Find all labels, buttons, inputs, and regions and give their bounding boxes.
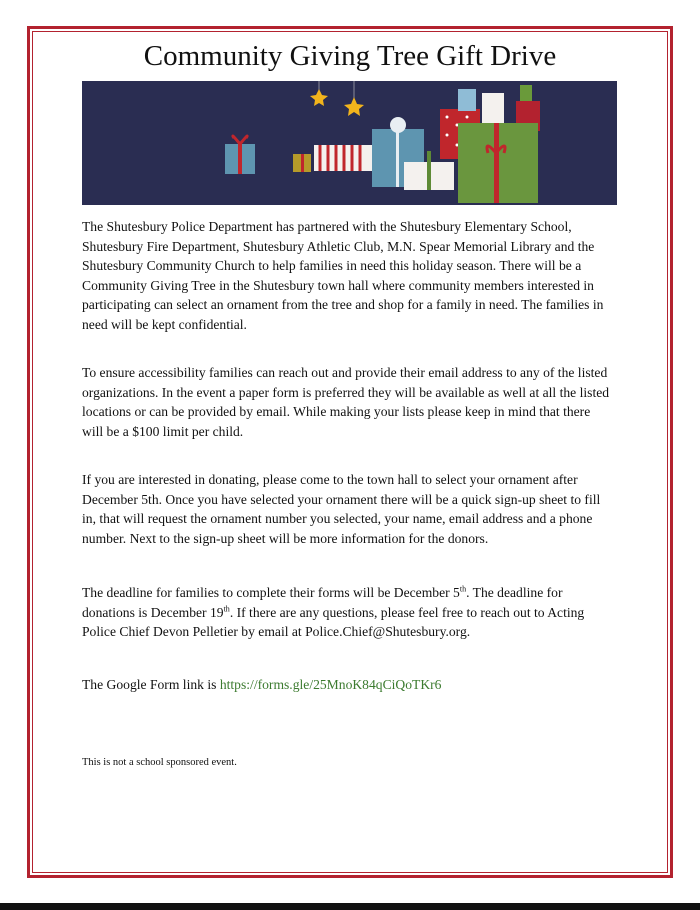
gift-banner-image: [82, 81, 617, 205]
text-line: Police Chief Devon Pelletier by email at Police.Chief@Shutesbury.org.: [82, 624, 471, 640]
google-form-link[interactable]: https://forms.gle/25MnoK84qCiQoTKr6: [219, 677, 442, 692]
text-segment: donations is December 19: [82, 604, 224, 620]
text-line: [82, 603, 584, 623]
text-segment: . If there are any questions, please feel free to reach out to Acting: [229, 604, 585, 620]
text-line: locations or can be provided by email. While making your lists please keep in mind that there: [82, 404, 591, 420]
accessibility-paragraph: [82, 363, 609, 441]
text-segment: The deadline for families to complete their forms will be December 5: [82, 585, 460, 600]
text-line: organizations. In the event a paper form is preferred they will be available as well at all the listed: [82, 384, 610, 400]
text-line: The Shutesbury Police Department has partnered with the Shutesbury Elementary School,: [82, 219, 572, 234]
superscript: th: [459, 584, 467, 594]
intro-paragraph: [82, 217, 603, 335]
text-line: need will be kept confidential.: [82, 316, 247, 332]
text-line: Shutesbury Fire Department, Shutesbury Athletic Club, M.N. Spear Memorial Library and the: [82, 238, 595, 254]
gifts-illustration: [225, 85, 540, 203]
text-line: [82, 583, 584, 603]
form-link-label: The Google Form link is: [82, 677, 220, 692]
text-line: To ensure accessibility families can reach out and provide their email address to any of the listed: [82, 365, 608, 380]
bottom-bar: [0, 903, 700, 910]
text-line: number. Next to the sign-up sheet will be more information for the donors.: [82, 530, 489, 546]
page-title: Community Giving Tree Gift Drive: [143, 40, 557, 72]
text-line: will be a $100 limit per child.: [82, 423, 244, 439]
form-link-line: [82, 675, 441, 695]
superscript: th: [223, 604, 230, 614]
text-line: participating can select an ornament from the tree and shop for a family in need. The families in: [82, 297, 604, 313]
text-line: Shutesbury Community Church to help families in need this holiday season. There will be a: [82, 258, 582, 274]
star-ornament-icon: [310, 81, 364, 116]
text-line: December 5th. Once you have selected your ornament there will be a quick sign-up sheet to fill: [82, 491, 601, 507]
deadline-paragraph: [82, 583, 584, 642]
donating-paragraph: [82, 470, 600, 548]
disclaimer: This is not a school sponsored event.: [82, 757, 237, 768]
text-line: Community Giving Tree in the Shutesbury town hall where community members interested in: [82, 277, 594, 293]
text-line: in, that will request the ornament number you selected, your name, email address and a phone: [82, 511, 593, 527]
text-line: If you are interested in donating, please come to the town hall to select your ornament after: [82, 472, 578, 487]
text-segment: . The deadline for: [466, 585, 563, 600]
